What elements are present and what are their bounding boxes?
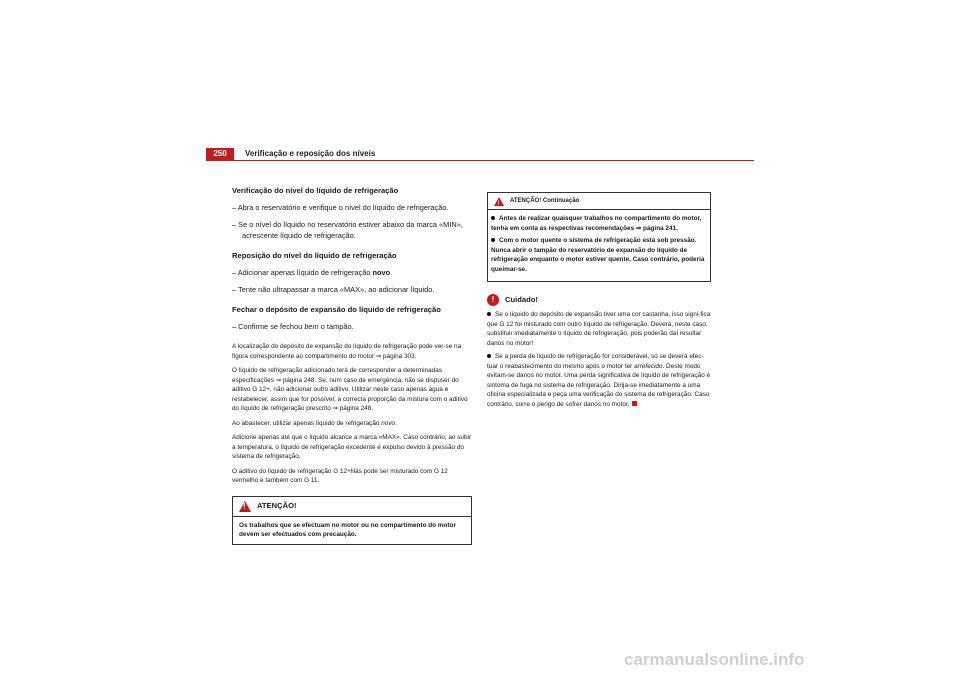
- info-paragraph-additive: O aditivo do líquido de refrigeração G 12+lilás pode ser misturado com G 12 vermelho e também com G 11.: [232, 467, 448, 484]
- section-end-icon: [632, 401, 637, 406]
- warning-box: [232, 496, 472, 545]
- caution-icon: !: [487, 294, 499, 306]
- info-paragraph-specs: O líquido de refrigeração adicionado terá de corresponder a determinadas especificações ⇒ página 248. Se, num caso de emergência, não se dispuser do aditivo G 12+, não adicionar outro aditivo. Utilizar neste caso apenas água e restabelecer, assim que for possível, a correcta proporção da mistura com o aditivo do líquido de refrigeração prescrito ⇒ página 248.: [232, 367, 468, 412]
- step-max-mark: – Tente não ultrapassar a marca «MAX», ao adicionar líquido.: [232, 285, 435, 294]
- warning-text: Os trabalhos que se efectuam no motor ou no compartimento do motor devem ser efectuados com precaução.: [239, 521, 456, 538]
- right-column: [487, 192, 711, 413]
- bullet-icon: [491, 216, 495, 220]
- warning-triangle-icon: [494, 197, 504, 206]
- step-open-reservoir: – Abra o reservatório e verifique o nível do líquido de refrigeração.: [232, 203, 449, 212]
- info-paragraph-location: A localização do depósito de expansão do líquido de refrigeração pode ver-se na figura correspondente ao compartimento do motor ⇒ página 303.: [232, 343, 462, 360]
- caution-header: [487, 294, 711, 306]
- left-column: [232, 186, 472, 545]
- header-divider: [206, 160, 754, 161]
- info-paragraph-new: Ao abastecer, utilizar apenas líquido de refrigeração novo.: [232, 419, 397, 427]
- step-add-coolant: – Se o nível do líquido no reservatório estiver abaixo da marca «MIN», acrescente líquido de refrigeração.: [232, 220, 463, 240]
- caution-bullet: Se a perda de líquido de refrigeração for considerável, só se deverá efec-tuar o reabastecimento do mesmo após o motor ter arrefecido. Deste modo evitam-se danos no motor. Uma perda significativa de líquido de refrigeração é sintoma de fuga no sistema de refrigeração. Dirija-se imediatamente a uma oficina especializada e peça uma verificação do sistema de refrigeração. Caso contrário, corre o perigo de sofrer danos no motor.: [487, 353, 711, 408]
- page-number: 250: [206, 148, 234, 160]
- step-new-coolant: – Adicionar apenas líquido de refrigeração novo.: [232, 268, 393, 277]
- warning-continued-title: ATENÇÃO! Continuação: [510, 198, 580, 204]
- info-paragraph-max: Adicione apenas até que o líquido alcance a marca «MAX». Caso contrário, ao subir a temperatura, o líquido de refrigeração excedente é expulso devido à pressão do sistema de refrigeração.: [232, 434, 472, 460]
- caution-title: Cuidado!: [505, 295, 538, 304]
- warning-continued-header: [488, 193, 710, 210]
- warning-bullet: Antes de realizar quaisquer trabalhos no compartimento do motor, tenha em conta as respectivas recomendações ⇒ página 241.: [491, 215, 702, 232]
- bullet-icon: [487, 354, 491, 358]
- watermark: carmanualsonline.info: [624, 650, 805, 669]
- caution-bullet: Se o líquido do depósito de expansão tiver uma cor castanha, isso signi-fica que G 12 foi misturado com outro líquido de refrigeração. Deverá, neste caso, substituir imediatamente o líquido de refrigeração, pois poderão daí resultar danos no motor!: [487, 311, 711, 347]
- heading-check-level: Verificação do nível do líquido de refrigeração: [232, 186, 399, 195]
- heading-close-tank: Fechar o depósito de expansão do líquido de refrigeração: [232, 305, 441, 314]
- warning-continued-box: [487, 192, 711, 282]
- section-header: Verificação e reposição dos níveis: [245, 149, 376, 158]
- warning-triangle-icon: [239, 501, 251, 512]
- warning-bullet: Com o motor quente o sistema de refrigeração está sob pressão. Nunca abrir o tampão do reservatório de expansão do líquido de refrigeração enquanto o motor estiver quente. Caso contrário, poderia queimar-se.: [491, 237, 705, 273]
- warning-continued-body: [488, 210, 710, 281]
- warning-title: ATENÇÃO!: [257, 501, 297, 510]
- warning-header: [233, 497, 471, 517]
- step-close-cap: – Confirme se fechou bem o tampão.: [232, 322, 354, 331]
- bullet-icon: [491, 238, 495, 242]
- heading-refill: Reposição do nível do líquido de refrigeração: [232, 251, 397, 260]
- bullet-icon: [487, 312, 491, 316]
